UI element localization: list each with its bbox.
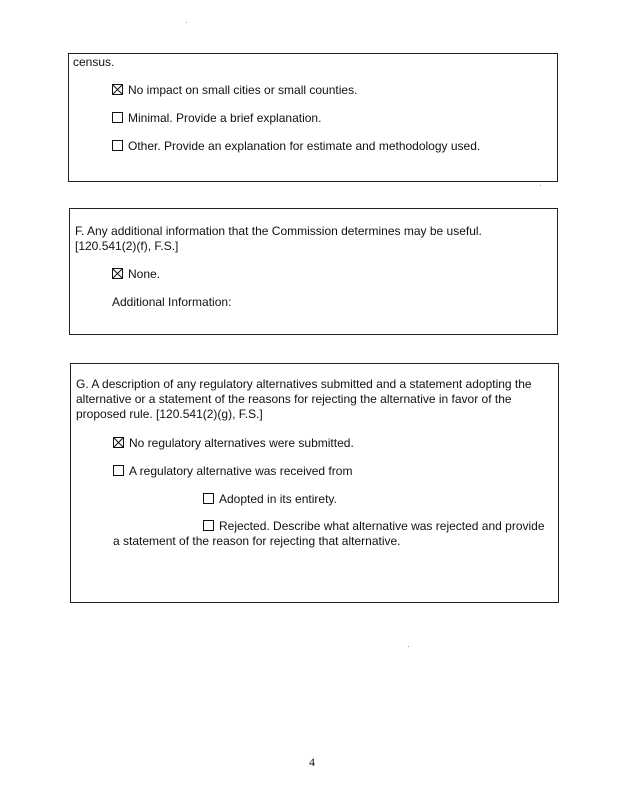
scan-speck: [186, 22, 187, 23]
section-f-heading-line2: [120.541(2)(f), F.S.]: [75, 239, 179, 253]
section-e-continued-text: census.: [73, 55, 115, 69]
checkbox-checked-icon[interactable]: [112, 84, 123, 95]
section-e-option-other: [112, 139, 480, 154]
section-g-box: [70, 363, 559, 603]
checkbox-checked-icon[interactable]: [113, 437, 124, 448]
option-label: A regulatory alternative was received from: [129, 464, 353, 478]
section-e-option-minimal: [112, 111, 321, 126]
option-label: Adopted in its entirety.: [219, 492, 337, 506]
section-e-box: [68, 53, 558, 182]
checkbox-unchecked-icon[interactable]: [112, 112, 123, 123]
section-g-option-none-submitted: [113, 436, 354, 451]
section-g-suboption-rejected: [203, 519, 545, 534]
option-label: No impact on small cities or small counties.: [128, 83, 358, 97]
scan-speck: [540, 185, 541, 186]
checkbox-unchecked-icon[interactable]: [113, 465, 124, 476]
section-g-option-received: [113, 464, 352, 479]
checkbox-unchecked-icon[interactable]: [203, 520, 214, 531]
checkbox-unchecked-icon[interactable]: [112, 140, 123, 151]
section-g-rejected-continuation: a statement of the reason for rejecting that alternative.: [113, 534, 401, 548]
scan-speck: [408, 646, 409, 647]
section-f-box: [69, 208, 558, 335]
section-g-heading-line3: proposed rule. [120.541(2)(g), F.S.]: [76, 407, 263, 421]
checkbox-checked-icon[interactable]: [112, 268, 123, 279]
option-label: Minimal. Provide a brief explanation.: [128, 111, 322, 125]
option-label: Rejected. Describe what alternative was rejected and provide: [219, 519, 545, 533]
option-label: No regulatory alternatives were submitted.: [129, 436, 354, 450]
option-label: None.: [128, 267, 161, 281]
option-label: Other. Provide an explanation for estimate and methodology used.: [128, 139, 481, 153]
section-f-additional-info-label: Additional Information:: [112, 295, 232, 309]
section-g-suboption-adopted: [203, 492, 337, 507]
checkbox-unchecked-icon[interactable]: [203, 493, 214, 504]
page-number: 4: [309, 755, 315, 769]
section-f-none-option: [112, 267, 160, 282]
section-f-heading-line1: F. Any additional information that the Commission determines may be useful.: [75, 224, 482, 238]
section-g-heading-line1: G. A description of any regulatory alternatives submitted and a statement adopting the: [76, 377, 532, 391]
section-e-option-no-impact: [112, 83, 357, 98]
section-g-heading-line2: alternative or a statement of the reasons for rejecting the alternative in favor of the: [76, 392, 512, 406]
